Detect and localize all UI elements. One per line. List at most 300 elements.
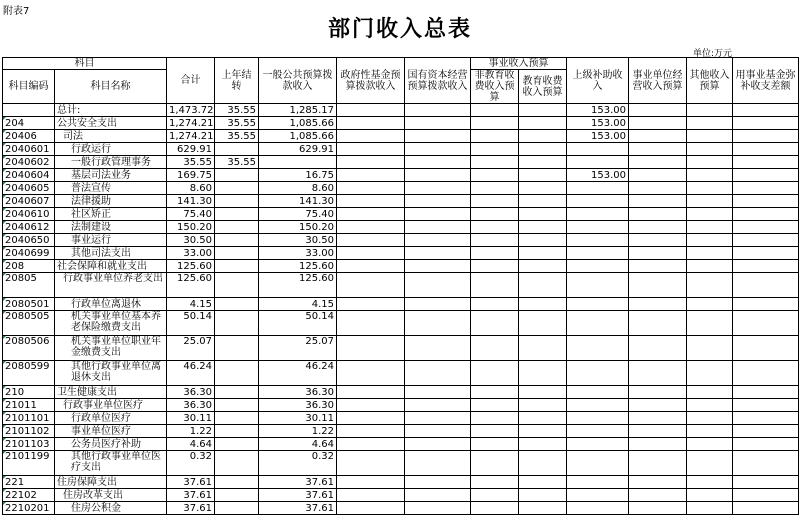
cell-fund-budget: [337, 361, 405, 386]
cell-name: 事业运行: [55, 234, 167, 247]
cell-superior-subsidy: [567, 425, 629, 438]
cell-other-income: [687, 247, 733, 260]
header-superior-subsidy: 上级补助收入: [567, 58, 629, 104]
cell-fund-balance: [733, 273, 799, 298]
cell-business-op: [629, 221, 687, 234]
cell-non-edu: [471, 104, 519, 117]
cell-non-edu: [471, 489, 519, 502]
cell-fund-balance: [733, 130, 799, 143]
cell-state-capital: [405, 451, 471, 476]
cell-fund-budget: [337, 489, 405, 502]
cell-code: 2080501: [3, 298, 55, 311]
cell-edu: [519, 117, 567, 130]
cell-fund-balance: [733, 247, 799, 260]
cell-state-capital: [405, 156, 471, 169]
header-code: 科目编码: [3, 70, 55, 104]
table-row: [3, 221, 799, 234]
cell-superior-subsidy: [567, 273, 629, 298]
cell-name: 公共安全支出: [55, 117, 167, 130]
cell-state-capital: [405, 182, 471, 195]
cell-general-budget: 30.11: [259, 412, 337, 425]
cell-non-edu: [471, 502, 519, 515]
cell-code: 20406: [3, 130, 55, 143]
cell-non-edu: [471, 130, 519, 143]
cell-total: 30.11: [167, 412, 215, 425]
table-row: [3, 234, 799, 247]
cell-state-capital: [405, 221, 471, 234]
cell-general-budget: 37.61: [259, 502, 337, 515]
cell-fund-balance: [733, 117, 799, 130]
cell-name: 其他司法支出: [55, 247, 167, 260]
cell-name: 其他行政事业单位离退休支出: [55, 361, 167, 386]
cell-fund-balance: [733, 336, 799, 361]
cell-fund-balance: [733, 182, 799, 195]
cell-carryover: [215, 336, 259, 361]
cell-other-income: [687, 156, 733, 169]
cell-other-income: [687, 451, 733, 476]
cell-fund-budget: [337, 438, 405, 451]
cell-superior-subsidy: 153.00: [567, 117, 629, 130]
cell-state-capital: [405, 143, 471, 156]
cell-business-op: [629, 156, 687, 169]
cell-fund-balance: [733, 502, 799, 515]
cell-carryover: [215, 221, 259, 234]
cell-fund-budget: [337, 221, 405, 234]
cell-superior-subsidy: [567, 399, 629, 412]
cell-business-op: [629, 117, 687, 130]
cell-carryover: 35.55: [215, 130, 259, 143]
cell-state-capital: [405, 399, 471, 412]
cell-non-edu: [471, 221, 519, 234]
cell-total: 37.61: [167, 502, 215, 515]
cell-carryover: [215, 311, 259, 336]
cell-general-budget: 141.30: [259, 195, 337, 208]
cell-business-op: [629, 182, 687, 195]
cell-carryover: [215, 425, 259, 438]
table-row: [3, 438, 799, 451]
cell-superior-subsidy: [567, 336, 629, 361]
cell-superior-subsidy: [567, 208, 629, 221]
cell-code: 2101101: [3, 412, 55, 425]
table-row: [3, 298, 799, 311]
cell-other-income: [687, 273, 733, 298]
cell-non-edu: [471, 195, 519, 208]
table-row: [3, 476, 799, 489]
cell-edu: [519, 361, 567, 386]
cell-other-income: [687, 489, 733, 502]
cell-general-budget: 1,285.17: [259, 104, 337, 117]
table-row: [3, 451, 799, 476]
cell-total: 37.61: [167, 476, 215, 489]
cell-code: 2040607: [3, 195, 55, 208]
cell-other-income: [687, 169, 733, 182]
header-other-income: 其他收入预算: [687, 58, 733, 104]
cell-fund-balance: [733, 104, 799, 117]
cell-state-capital: [405, 438, 471, 451]
cell-state-capital: [405, 502, 471, 515]
cell-fund-balance: [733, 476, 799, 489]
cell-fund-balance: [733, 399, 799, 412]
cell-carryover: 35.55: [215, 104, 259, 117]
cell-carryover: [215, 451, 259, 476]
cell-general-budget: 629.91: [259, 143, 337, 156]
cell-business-op: [629, 399, 687, 412]
cell-name: 行政运行: [55, 143, 167, 156]
cell-state-capital: [405, 412, 471, 425]
table-row: [3, 143, 799, 156]
cell-general-budget: 37.61: [259, 489, 337, 502]
cell-total: 25.07: [167, 336, 215, 361]
cell-carryover: [215, 208, 259, 221]
cell-fund-budget: [337, 208, 405, 221]
cell-fund-budget: [337, 502, 405, 515]
cell-code: 2101199: [3, 451, 55, 476]
cell-name: 机关事业单位职业年金缴费支出: [55, 336, 167, 361]
table-row: [3, 260, 799, 273]
cell-fund-budget: [337, 104, 405, 117]
cell-fund-budget: [337, 182, 405, 195]
cell-name: 司法: [55, 130, 167, 143]
cell-edu: [519, 399, 567, 412]
cell-edu: [519, 273, 567, 298]
cell-code: 2040601: [3, 143, 55, 156]
cell-superior-subsidy: 153.00: [567, 169, 629, 182]
cell-superior-subsidy: 153.00: [567, 130, 629, 143]
cell-business-op: [629, 298, 687, 311]
cell-name: 社会保障和就业支出: [55, 260, 167, 273]
cell-edu: [519, 169, 567, 182]
page-title: 部门收入总表: [327, 16, 472, 42]
cell-state-capital: [405, 425, 471, 438]
cell-code: 2040650: [3, 234, 55, 247]
cell-edu: [519, 234, 567, 247]
cell-general-budget: 50.14: [259, 311, 337, 336]
cell-edu: [519, 412, 567, 425]
cell-code: 2040612: [3, 221, 55, 234]
cell-name: 基层司法业务: [55, 169, 167, 182]
cell-fund-balance: [733, 208, 799, 221]
cell-general-budget: 16.75: [259, 169, 337, 182]
cell-other-income: [687, 361, 733, 386]
cell-other-income: [687, 234, 733, 247]
cell-edu: [519, 336, 567, 361]
table-row: [3, 169, 799, 182]
cell-other-income: [687, 195, 733, 208]
cell-name: 总计:: [55, 104, 167, 117]
cell-code: 2101103: [3, 438, 55, 451]
cell-general-budget: 125.60: [259, 273, 337, 298]
cell-total: 8.60: [167, 182, 215, 195]
cell-fund-balance: [733, 234, 799, 247]
cell-total: 169.75: [167, 169, 215, 182]
cell-superior-subsidy: [567, 476, 629, 489]
table-row: [3, 502, 799, 515]
cell-state-capital: [405, 336, 471, 361]
cell-other-income: [687, 208, 733, 221]
cell-superior-subsidy: [567, 412, 629, 425]
cell-code: 221: [3, 476, 55, 489]
table-row: [3, 412, 799, 425]
cell-superior-subsidy: [567, 156, 629, 169]
table-row: [3, 361, 799, 386]
cell-carryover: [215, 143, 259, 156]
cell-business-op: [629, 247, 687, 260]
cell-superior-subsidy: [567, 221, 629, 234]
cell-total: 125.60: [167, 273, 215, 298]
cell-business-op: [629, 169, 687, 182]
cell-state-capital: [405, 234, 471, 247]
cell-code: 2080506: [3, 336, 55, 361]
cell-fund-balance: [733, 412, 799, 425]
cell-state-capital: [405, 386, 471, 399]
cell-business-op: [629, 361, 687, 386]
table-row: [3, 104, 799, 117]
cell-superior-subsidy: [567, 298, 629, 311]
cell-code: 22102: [3, 489, 55, 502]
cell-state-capital: [405, 169, 471, 182]
cell-name: 行政单位离退休: [55, 298, 167, 311]
cell-superior-subsidy: [567, 386, 629, 399]
cell-edu: [519, 386, 567, 399]
cell-carryover: [215, 182, 259, 195]
cell-fund-budget: [337, 143, 405, 156]
cell-state-capital: [405, 273, 471, 298]
table-row: [3, 311, 799, 336]
header-subject-group: 科目: [3, 58, 167, 70]
cell-other-income: [687, 502, 733, 515]
cell-total: 30.50: [167, 234, 215, 247]
cell-name: 住房保障支出: [55, 476, 167, 489]
cell-superior-subsidy: [567, 260, 629, 273]
cell-carryover: [215, 195, 259, 208]
cell-total: 50.14: [167, 311, 215, 336]
cell-business-op: [629, 311, 687, 336]
cell-name: 公务员医疗补助: [55, 438, 167, 451]
cell-other-income: [687, 399, 733, 412]
cell-code: 2040604: [3, 169, 55, 182]
cell-state-capital: [405, 311, 471, 336]
header-edu: 教育收费收入预算: [519, 70, 567, 104]
cell-fund-balance: [733, 386, 799, 399]
cell-superior-subsidy: [567, 361, 629, 386]
cell-non-edu: [471, 169, 519, 182]
header-fund-budget: 政府性基金预算拨款收入: [337, 58, 405, 104]
cell-business-op: [629, 195, 687, 208]
cell-non-edu: [471, 156, 519, 169]
cell-business-op: [629, 412, 687, 425]
cell-total: 125.60: [167, 260, 215, 273]
cell-carryover: [215, 361, 259, 386]
cell-business-op: [629, 234, 687, 247]
cell-total: 36.30: [167, 386, 215, 399]
cell-fund-budget: [337, 156, 405, 169]
cell-other-income: [687, 412, 733, 425]
cell-code: 2040699: [3, 247, 55, 260]
cell-business-op: [629, 208, 687, 221]
cell-state-capital: [405, 208, 471, 221]
cell-other-income: [687, 130, 733, 143]
cell-general-budget: 1,085.66: [259, 130, 337, 143]
cell-business-op: [629, 260, 687, 273]
cell-business-op: [629, 476, 687, 489]
cell-fund-balance: [733, 169, 799, 182]
cell-non-edu: [471, 298, 519, 311]
cell-name: 事业单位医疗: [55, 425, 167, 438]
cell-fund-budget: [337, 130, 405, 143]
cell-non-edu: [471, 234, 519, 247]
cell-carryover: [215, 412, 259, 425]
cell-carryover: 35.55: [215, 156, 259, 169]
cell-general-budget: 125.60: [259, 260, 337, 273]
cell-non-edu: [471, 143, 519, 156]
cell-fund-budget: [337, 260, 405, 273]
income-summary-table: [2, 57, 799, 515]
table-row: [3, 182, 799, 195]
cell-total: 33.00: [167, 247, 215, 260]
cell-non-edu: [471, 182, 519, 195]
cell-business-op: [629, 104, 687, 117]
cell-edu: [519, 489, 567, 502]
cell-fund-balance: [733, 156, 799, 169]
cell-code: 208: [3, 260, 55, 273]
table-row: [3, 425, 799, 438]
cell-code: 204: [3, 117, 55, 130]
cell-fund-balance: [733, 361, 799, 386]
cell-carryover: [215, 247, 259, 260]
cell-general-budget: 1.22: [259, 425, 337, 438]
cell-non-edu: [471, 386, 519, 399]
cell-general-budget: 1,085.66: [259, 117, 337, 130]
cell-other-income: [687, 476, 733, 489]
cell-total: 37.61: [167, 489, 215, 502]
cell-carryover: [215, 234, 259, 247]
cell-superior-subsidy: [567, 438, 629, 451]
cell-name: 行政单位医疗: [55, 412, 167, 425]
cell-fund-budget: [337, 195, 405, 208]
cell-code: 2040602: [3, 156, 55, 169]
cell-general-budget: 4.15: [259, 298, 337, 311]
cell-code: 20805: [3, 273, 55, 298]
cell-other-income: [687, 221, 733, 234]
cell-business-op: [629, 425, 687, 438]
cell-fund-budget: [337, 386, 405, 399]
cell-business-op: [629, 502, 687, 515]
cell-non-edu: [471, 208, 519, 221]
table-row: [3, 336, 799, 361]
cell-other-income: [687, 425, 733, 438]
cell-code: 210: [3, 386, 55, 399]
cell-superior-subsidy: [567, 311, 629, 336]
cell-non-edu: [471, 476, 519, 489]
header-carryover: 上年结转: [215, 58, 259, 104]
cell-other-income: [687, 386, 733, 399]
cell-business-op: [629, 336, 687, 361]
cell-total: 35.55: [167, 156, 215, 169]
header-non-edu: 非教育收费收入预算: [471, 70, 519, 104]
cell-state-capital: [405, 117, 471, 130]
cell-general-budget: 75.40: [259, 208, 337, 221]
cell-total: 1.22: [167, 425, 215, 438]
cell-business-op: [629, 273, 687, 298]
cell-edu: [519, 208, 567, 221]
cell-carryover: [215, 438, 259, 451]
header-general-budget: 一般公共预算拨款收入: [259, 58, 337, 104]
cell-fund-budget: [337, 399, 405, 412]
cell-carryover: [215, 298, 259, 311]
cell-fund-budget: [337, 336, 405, 361]
cell-name: 行政事业单位医疗: [55, 399, 167, 412]
cell-name: 社区矫正: [55, 208, 167, 221]
cell-carryover: [215, 502, 259, 515]
cell-general-budget: 46.24: [259, 361, 337, 386]
cell-carryover: [215, 273, 259, 298]
cell-edu: [519, 130, 567, 143]
cell-total: 1,473.72: [167, 104, 215, 117]
cell-non-edu: [471, 361, 519, 386]
cell-non-edu: [471, 438, 519, 451]
cell-state-capital: [405, 247, 471, 260]
cell-fund-budget: [337, 117, 405, 130]
cell-name: 普法宣传: [55, 182, 167, 195]
cell-superior-subsidy: [567, 247, 629, 260]
cell-non-edu: [471, 425, 519, 438]
cell-edu: [519, 156, 567, 169]
header-business-op: 事业单位经营收入预算: [629, 58, 687, 104]
cell-carryover: [215, 476, 259, 489]
cell-general-budget: [259, 156, 337, 169]
cell-name: 一般行政管理事务: [55, 156, 167, 169]
cell-other-income: [687, 311, 733, 336]
cell-business-op: [629, 130, 687, 143]
cell-business-op: [629, 451, 687, 476]
cell-state-capital: [405, 489, 471, 502]
cell-fund-balance: [733, 489, 799, 502]
cell-total: 4.15: [167, 298, 215, 311]
cell-fund-balance: [733, 221, 799, 234]
attachment-label: 附表7: [3, 6, 30, 17]
cell-carryover: [215, 399, 259, 412]
header-state-capital: 国有资本经营预算拨款收入: [405, 58, 471, 104]
cell-fund-budget: [337, 234, 405, 247]
table-row: [3, 208, 799, 221]
cell-fund-budget: [337, 425, 405, 438]
cell-edu: [519, 476, 567, 489]
cell-fund-balance: [733, 143, 799, 156]
cell-general-budget: 33.00: [259, 247, 337, 260]
cell-superior-subsidy: [567, 451, 629, 476]
cell-non-edu: [471, 451, 519, 476]
cell-general-budget: 4.64: [259, 438, 337, 451]
cell-total: 46.24: [167, 361, 215, 386]
cell-edu: [519, 104, 567, 117]
cell-code: 2040610: [3, 208, 55, 221]
cell-carryover: [215, 489, 259, 502]
cell-code: 2040605: [3, 182, 55, 195]
table-row: [3, 130, 799, 143]
cell-edu: [519, 221, 567, 234]
cell-fund-budget: [337, 298, 405, 311]
table-row: [3, 195, 799, 208]
cell-fund-budget: [337, 311, 405, 336]
cell-state-capital: [405, 361, 471, 386]
cell-superior-subsidy: [567, 489, 629, 502]
table-row: [3, 489, 799, 502]
cell-edu: [519, 502, 567, 515]
cell-edu: [519, 298, 567, 311]
cell-superior-subsidy: [567, 234, 629, 247]
cell-state-capital: [405, 260, 471, 273]
cell-business-op: [629, 386, 687, 399]
